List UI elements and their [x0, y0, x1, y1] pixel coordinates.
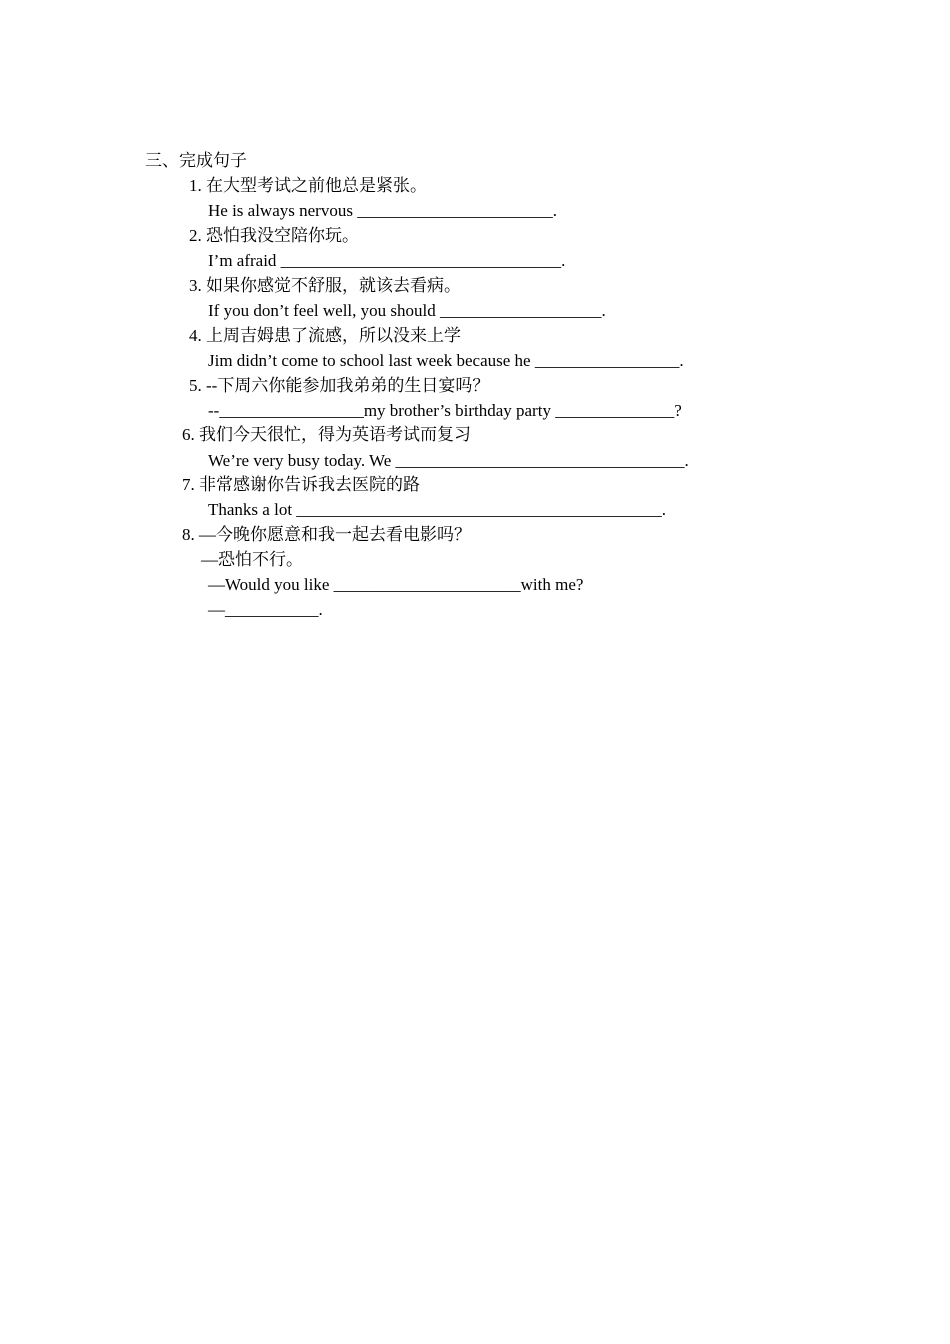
item-4-prompt: 4. 上周吉姆患了流感，所以没来上学 [189, 326, 461, 345]
item-8-reply-chinese: —恐怕不行。 [201, 550, 303, 569]
item-4-answer: Jim didn’t come to school last week because he _________________. [208, 351, 684, 370]
item-8-answer-line1: —Would you like ______________________with me? [208, 575, 584, 594]
item-5-prompt: 5. --下周六你能参加我弟弟的生日宴吗？ [189, 376, 490, 395]
item-5-answer: --_________________my brother’s birthday party ______________? [208, 401, 682, 420]
item-6-prompt: 6. 我们今天很忙，得为英语考试而复习 [182, 425, 471, 444]
item-8-prompt: 8. —今晚你愿意和我一起去看电影吗？ [182, 525, 471, 544]
item-3-prompt: 3. 如果你感觉不舒服，就该去看病。 [189, 276, 461, 295]
item-6-answer: We’re very busy today. We __________________________________. [208, 451, 689, 470]
item-1-prompt: 1. 在大型考试之前他总是紧张。 [189, 176, 427, 195]
item-2-prompt: 2. 恐怕我没空陪你玩。 [189, 226, 359, 245]
item-1-answer: He is always nervous _______________________. [208, 201, 557, 220]
item-7-prompt: 7. 非常感谢你告诉我去医院的路 [182, 475, 420, 494]
section-heading: 三、完成句子 [145, 151, 247, 170]
item-3-answer: If you don’t feel well, you should ___________________. [208, 301, 606, 320]
item-7-answer: Thanks a lot ___________________________________________. [208, 500, 667, 519]
item-2-answer: I’m afraid _________________________________. [208, 251, 566, 270]
item-8-answer-line2: —___________. [208, 600, 323, 619]
